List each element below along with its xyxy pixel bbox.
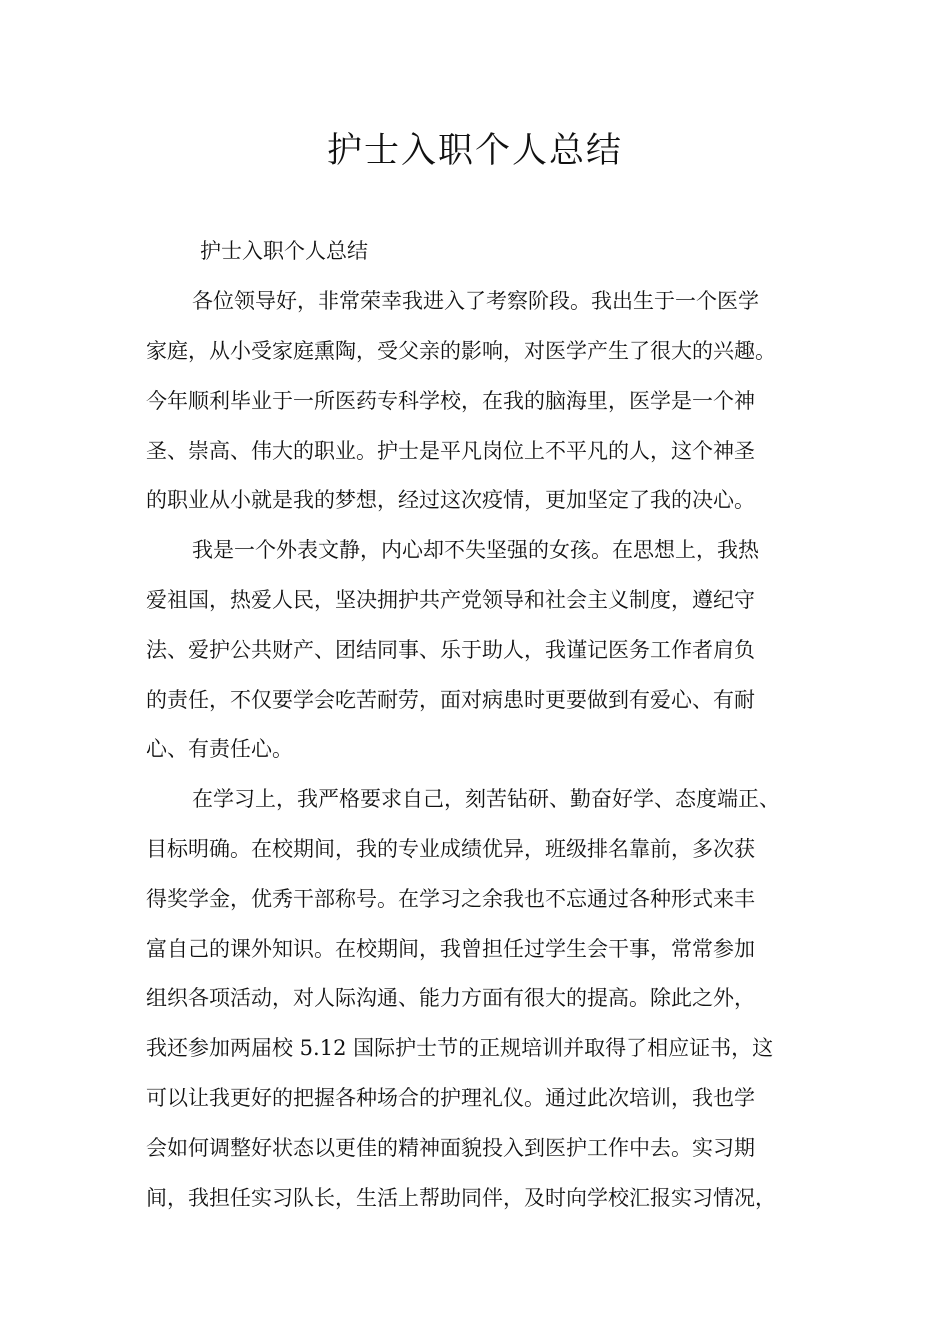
body-line: 心、有责任心。 <box>146 737 293 761</box>
body-line: 爱祖国，热爱人民，坚决拥护共产党领导和社会主义制度，遵纪守 <box>146 588 755 612</box>
body-line: 会如何调整好状态以更佳的精神面貌投入到医护工作中去。实习期 <box>146 1136 755 1160</box>
body-line: 组织各项活动，对人际沟通、能力方面有很大的提高。除此之外， <box>146 986 755 1010</box>
body-line: 富自己的课外知识。在校期间，我曾担任过学生会干事，常常参加 <box>146 937 755 961</box>
body-line: 的职业从小就是我的梦想，经过这次疫情，更加坚定了我的决心。 <box>146 488 755 512</box>
body-line: 得奖学金，优秀干部称号。在学习之余我也不忘通过各种形式来丰 <box>146 887 755 911</box>
body-line: 的责任，不仅要学会吃苦耐劳，面对病患时更要做到有爱心、有耐 <box>146 688 755 712</box>
document-title: 护士入职个人总结 <box>326 131 623 171</box>
body-line: 各位领导好，非常荣幸我进入了考察阶段。我出生于一个医学 <box>192 289 759 313</box>
body-line: 可以让我更好的把握各种场合的护理礼仪。通过此次培训，我也学 <box>146 1086 755 1110</box>
body-line: 家庭，从小受家庭熏陶，受父亲的影响，对医学产生了很大的兴趣。 <box>146 339 776 363</box>
body-line: 我是一个外表文静，内心却不失坚强的女孩。在思想上，我热 <box>192 538 759 562</box>
body-line: 法、爱护公共财产、团结同事、乐于助人，我谨记医务工作者肩负 <box>146 638 755 662</box>
body-line: 我还参加两届校 5.12 国际护士节的正规培训并取得了相应证书，这 <box>146 1036 774 1060</box>
document-subtitle: 护士入职个人总结 <box>200 239 368 263</box>
body-line: 在学习上，我严格要求自己，刻苦钻研、勤奋好学、态度端正、 <box>192 787 780 811</box>
body-line: 圣、崇高、伟大的职业。护士是平凡岗位上不平凡的人，这个神圣 <box>146 439 755 463</box>
body-line: 目标明确。在校期间，我的专业成绩优异，班级排名靠前，多次获 <box>146 837 755 861</box>
body-line: 今年顺利毕业于一所医药专科学校，在我的脑海里，医学是一个神 <box>146 389 755 413</box>
body-line: 间，我担任实习队长，生活上帮助同伴，及时向学校汇报实习情况， <box>146 1186 776 1210</box>
